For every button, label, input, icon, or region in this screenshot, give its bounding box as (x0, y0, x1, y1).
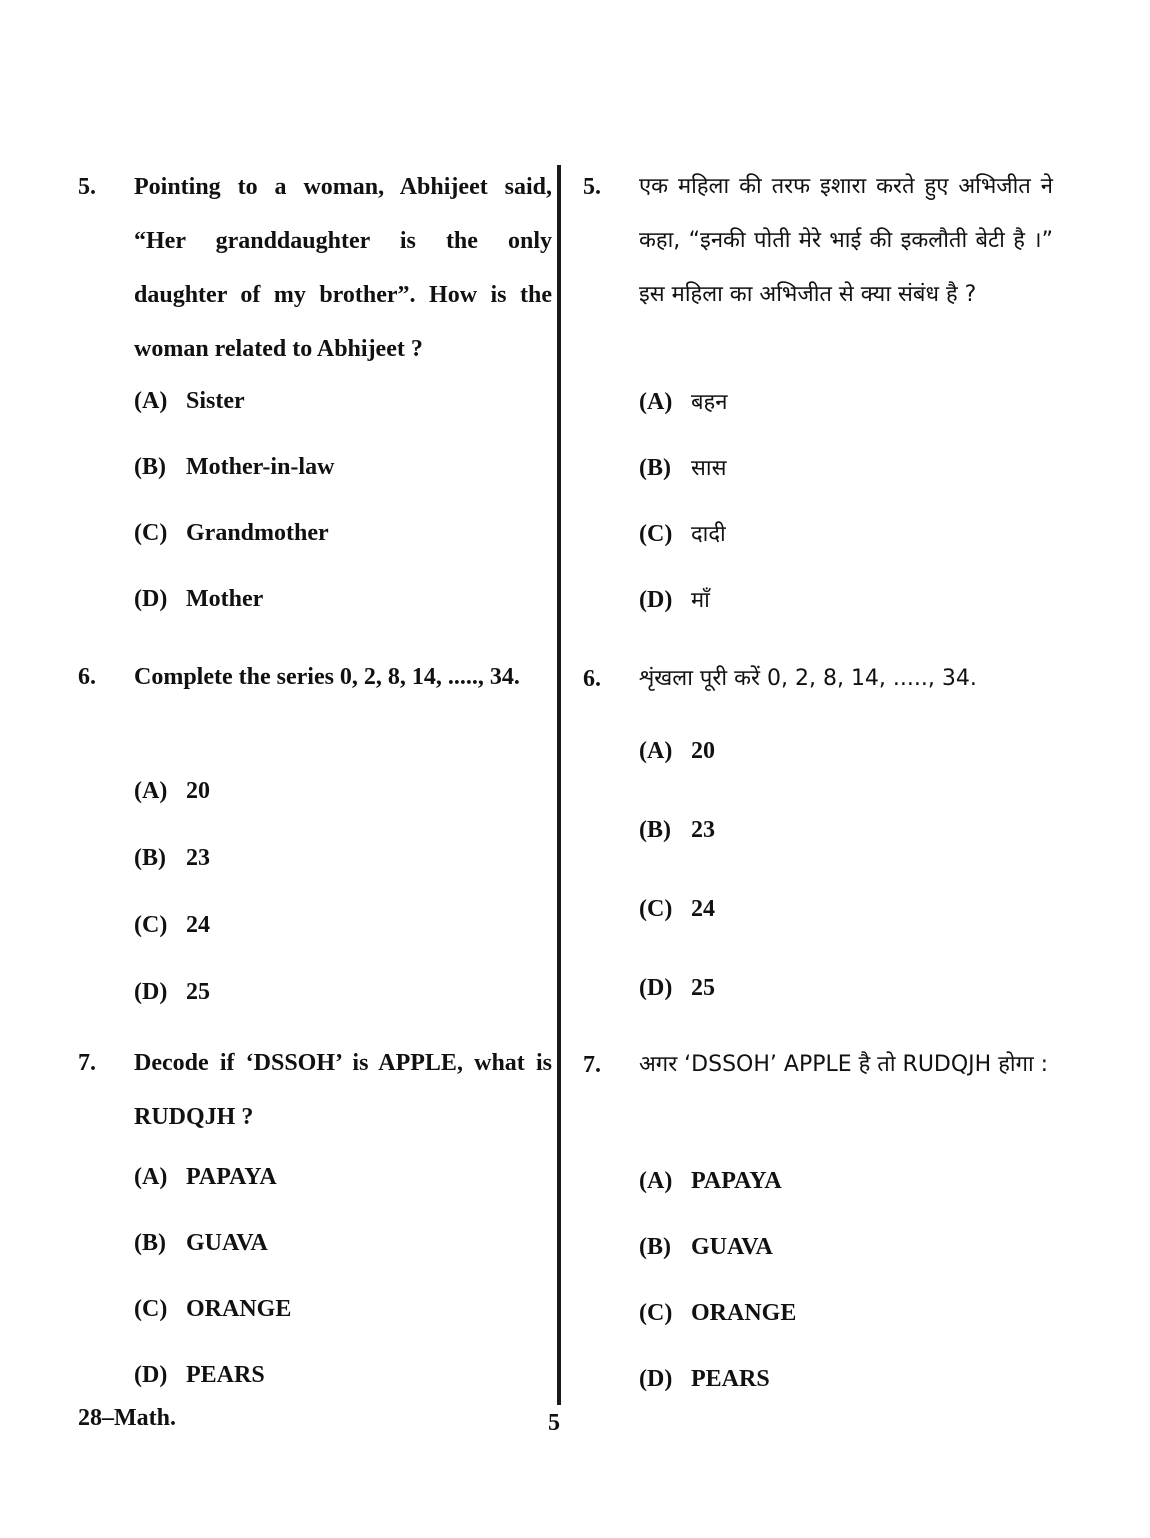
option-label: (B) (134, 845, 166, 871)
option-label: (D) (134, 586, 168, 612)
option-text: ORANGE (186, 1296, 292, 1322)
option-label: (B) (639, 817, 671, 843)
option-d (134, 979, 210, 1006)
question-7-en (78, 1036, 552, 1388)
question-number: 5. (583, 174, 601, 200)
question-number: 6. (78, 664, 96, 690)
option-b (134, 1230, 268, 1257)
question-text: Decode if ‘DSSOH’ is APPLE, what is RUDQJH ? (134, 1050, 552, 1130)
option-label: (D) (134, 1362, 168, 1388)
option-label: (D) (639, 587, 673, 613)
question-number: 7. (78, 1050, 96, 1076)
option-b (639, 452, 726, 482)
question-5-en (78, 160, 552, 612)
option-d (134, 1362, 265, 1389)
question-text: शृंखला पूरी करें 0, 2, 8, 14, ....., 34. (639, 666, 977, 691)
option-text: सास (691, 456, 727, 481)
option-a (639, 386, 727, 416)
option-label: (A) (134, 388, 168, 414)
option-a (134, 778, 210, 805)
option-c (639, 1300, 796, 1327)
option-label: (A) (639, 738, 673, 764)
question-number: 6. (583, 666, 601, 692)
page-number: 5 (548, 1410, 560, 1436)
option-text: 23 (186, 845, 210, 871)
option-label: (C) (134, 1296, 168, 1322)
question-text: अगर ‘DSSOH’ APPLE है तो RUDQJH होगा : (639, 1052, 1049, 1077)
option-text: Mother (186, 586, 264, 612)
option-text: 25 (691, 975, 715, 1001)
option-label: (A) (134, 1164, 168, 1190)
option-text: 23 (691, 817, 715, 843)
paper-code: 28–Math. (78, 1405, 176, 1431)
option-label: (C) (134, 912, 168, 938)
option-label: (B) (639, 1234, 671, 1260)
option-d (639, 1366, 770, 1393)
option-label: (A) (134, 778, 168, 804)
option-c (639, 518, 726, 548)
option-label: (C) (134, 520, 168, 546)
option-label: (D) (639, 975, 673, 1001)
option-text: दादी (691, 522, 726, 547)
option-c (134, 1296, 291, 1323)
option-text: GUAVA (186, 1230, 268, 1256)
option-label: (A) (639, 389, 673, 415)
option-text: Sister (186, 388, 245, 414)
option-text: 25 (186, 979, 210, 1005)
question-6-en (78, 650, 552, 1005)
option-text: ORANGE (691, 1300, 797, 1326)
option-text: PEARS (691, 1366, 770, 1392)
question-number: 5. (78, 174, 96, 200)
question-text: Pointing to a woman, Abhijeet said, “Her granddaughter is the only daughter of my brother”. How is the woman related to Abhijeet ? (134, 174, 552, 362)
option-label: (C) (639, 521, 673, 547)
option-a (639, 738, 715, 765)
option-a (639, 1168, 782, 1195)
question-7-hi (583, 1038, 1053, 1392)
option-text: 20 (691, 738, 715, 764)
option-b (134, 845, 210, 872)
option-text: बहन (691, 390, 728, 415)
question-number: 7. (583, 1052, 601, 1078)
option-text: GUAVA (691, 1234, 773, 1260)
option-text: PAPAYA (691, 1168, 782, 1194)
option-label: (D) (134, 979, 168, 1005)
option-b (134, 454, 334, 481)
question-text: Complete the series 0, 2, 8, 14, ....., 34. (134, 664, 520, 690)
question-text: एक महिला की तरफ इशारा करते हुए अभिजीत ने कहा, “इनकी पोती मेरे भाई की इकलौती बेटी है ।” इस महिला का अभिजीत से क्या संबंध है ? (639, 174, 1053, 307)
option-c (639, 896, 715, 923)
option-d (639, 975, 715, 1002)
option-text: माँ (691, 588, 710, 613)
option-a (134, 388, 245, 415)
option-text: 24 (691, 896, 715, 922)
option-a (134, 1164, 277, 1191)
option-label: (B) (639, 455, 671, 481)
question-5-hi (583, 160, 1053, 613)
option-c (134, 912, 210, 939)
option-label: (B) (134, 1230, 166, 1256)
option-b (639, 1234, 773, 1261)
option-d (639, 584, 710, 614)
question-6-hi (583, 652, 1053, 1001)
option-b (639, 817, 715, 844)
option-d (134, 586, 263, 613)
option-label: (B) (134, 454, 166, 480)
option-label: (C) (639, 1300, 673, 1326)
option-text: Grandmother (186, 520, 329, 546)
option-label: (A) (639, 1168, 673, 1194)
option-text: 20 (186, 778, 210, 804)
option-text: PEARS (186, 1362, 265, 1388)
option-c (134, 520, 329, 547)
option-text: 24 (186, 912, 210, 938)
option-text: PAPAYA (186, 1164, 277, 1190)
option-label: (D) (639, 1366, 673, 1392)
column-divider (557, 165, 561, 1405)
option-text: Mother-in-law (186, 454, 335, 480)
option-label: (C) (639, 896, 673, 922)
